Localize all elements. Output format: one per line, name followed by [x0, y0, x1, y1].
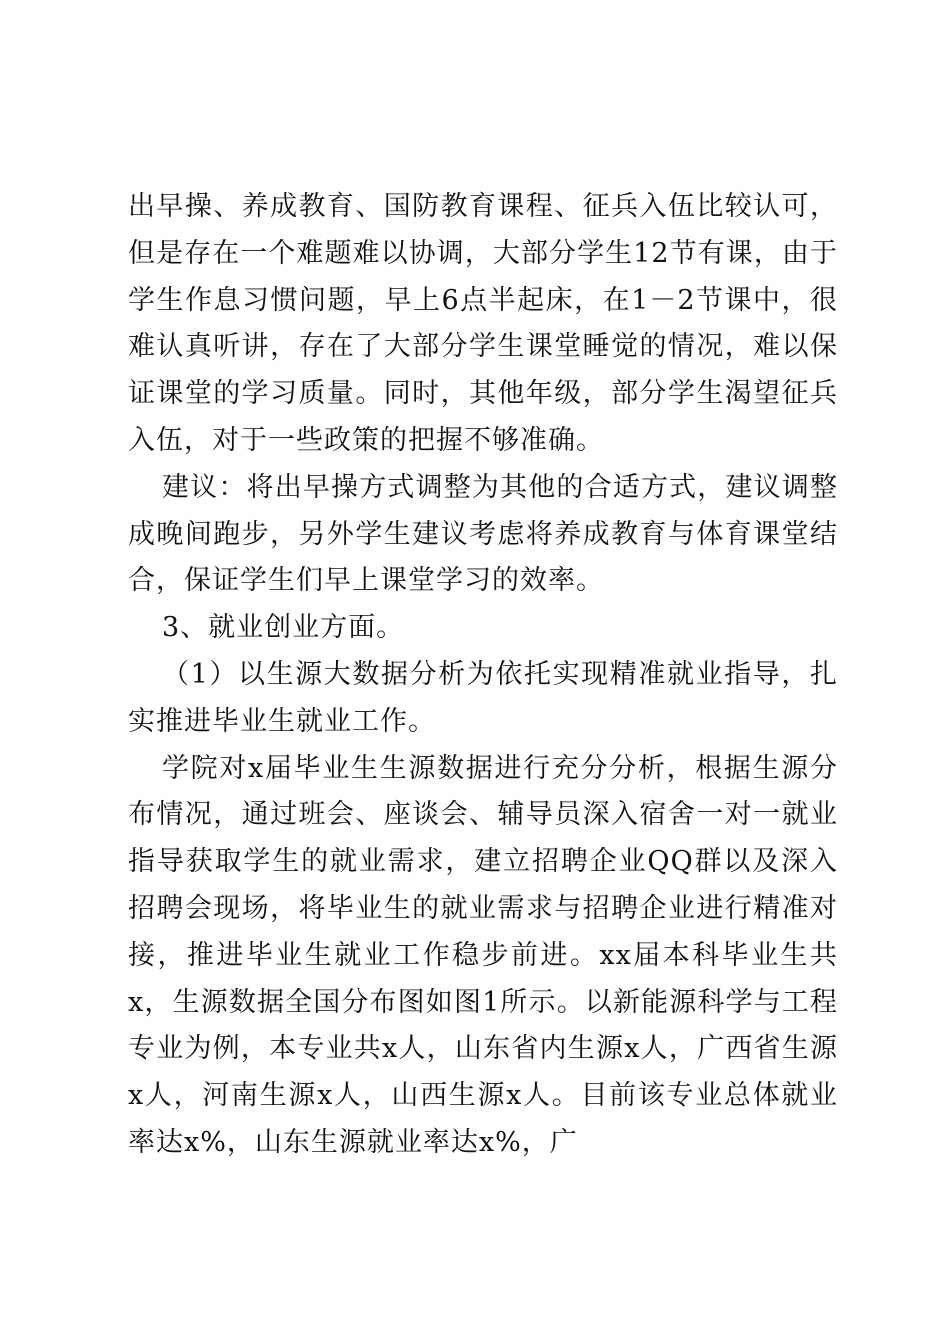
paragraph-employment-details: 学院对x届毕业生生源数据进行充分分析，根据生源分布情况，通过班会、座谈会、辅导员深入宿舍一对一就业指导获取学生的就业需求，建立招聘企业QQ群以及深入招聘会现场，将毕业生的就业需求与招聘企业进行精准对接，推进毕业生就业工作稳步前进。xx届本科毕业生共x，生源数据全国分布图如图1所示。以新能源科学与工程专业为例，本专业共x人，山东省内生源x人，广西省生源x人，河南生源x人，山西生源x人。目前该专业总体就业率达x%，山东生源就业率达x%，广	[128, 752, 838, 1158]
paragraph-continued: 出早操、养成教育、国防教育课程、征兵入伍比较认可，但是存在一个难题难以协调，大部分学生12节有课，由于学生作息习惯问题，早上6点半起床，在1－2节课中，很难认真听讲，存在了大部分学生课堂睡觉的情况，难以保证课堂的学习质量。同时，其他年级，部分学生渴望征兵入伍，对于一些政策的把握不够准确。	[128, 191, 838, 456]
subsection-heading-1: （1）以生源大数据分析为依托实现精准就业指导，扎实推进毕业生就业工作。	[128, 658, 838, 737]
paragraph-suggestion: 建议：将出早操方式调整为其他的合适方式，建议调整成晚间跑步，另外学生建议考虑将养成教育与体育课堂结合，保证学生们早上课堂学习的效率。	[128, 471, 838, 597]
document-body	[128, 184, 838, 1167]
section-heading-employment: 3、就业创业方面。	[162, 612, 405, 644]
